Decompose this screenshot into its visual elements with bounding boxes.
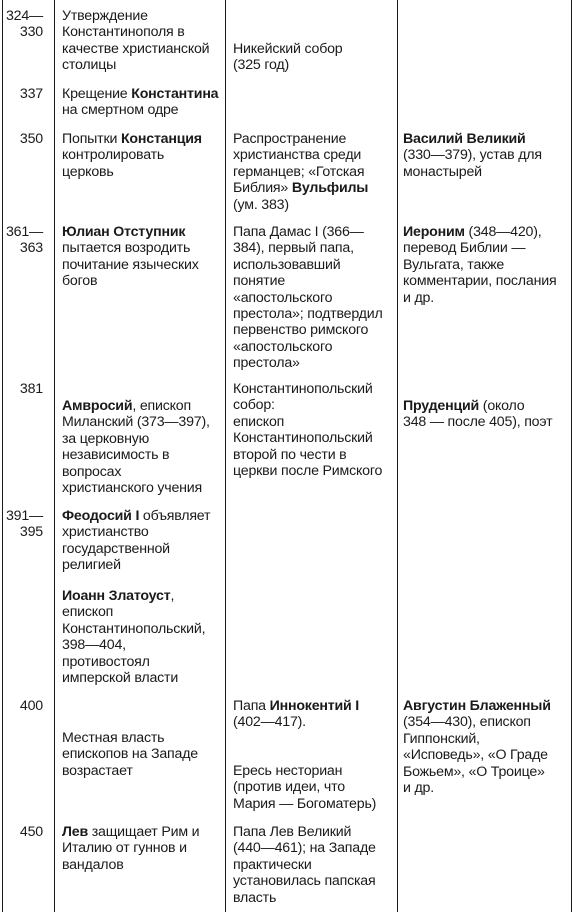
cell-line	[62, 164, 202, 180]
cell-line	[62, 604, 205, 620]
text-segment: Библия»	[233, 180, 292, 197]
text-segment: понятие	[233, 273, 286, 290]
bold-name: Василий Великий	[403, 131, 526, 147]
text-segment: Константинополя в	[62, 24, 185, 41]
cell-line	[403, 240, 556, 256]
cell-line	[3, 24, 43, 40]
cell-line	[62, 57, 209, 73]
cell-line	[403, 698, 551, 714]
row-event	[62, 398, 210, 496]
text-segment: (354—430), епископ	[403, 714, 531, 731]
bold-name: Иероним	[403, 224, 465, 240]
text-segment: независимость в	[62, 447, 170, 464]
cell-line	[233, 224, 383, 240]
cell-line	[233, 273, 383, 289]
row-culture	[403, 224, 556, 306]
cell-line	[233, 873, 376, 889]
cell-line	[233, 41, 343, 57]
cell-line	[62, 480, 210, 496]
row-church	[233, 824, 376, 906]
text-segment: ,	[170, 588, 175, 604]
row-year	[3, 508, 43, 541]
cell-line	[62, 8, 209, 24]
text-segment: и др.	[403, 780, 434, 797]
cell-line	[233, 714, 359, 730]
row-church	[233, 224, 383, 372]
cell-line	[233, 779, 376, 795]
cell-line	[233, 381, 382, 397]
bold-name: Лев	[62, 824, 88, 840]
bold-name: Константина	[131, 86, 219, 102]
row-event	[62, 8, 209, 74]
text-segment: 330	[19, 24, 43, 41]
cell-line	[403, 731, 551, 747]
cell-line	[233, 131, 368, 147]
row-year	[3, 131, 43, 147]
cell-line	[233, 290, 383, 306]
text-segment: «апостольского	[233, 338, 333, 355]
text-segment: почитание языческих	[62, 256, 199, 273]
text-segment: качестве христианской	[62, 40, 210, 57]
text-segment: Никейский собор	[233, 41, 343, 57]
cell-line	[403, 714, 551, 730]
row-church	[233, 131, 368, 213]
cell-line	[403, 414, 552, 430]
text-segment: церковь	[62, 163, 114, 180]
text-segment: 398—404,	[62, 637, 126, 654]
text-segment: (348—420),	[464, 224, 542, 240]
bold-name: Юлиан Отступник	[62, 224, 186, 240]
row-year	[3, 86, 43, 102]
cell-line	[403, 164, 542, 180]
text-segment: христианства среди	[233, 147, 362, 164]
cell-line	[62, 147, 202, 163]
cell-line	[233, 840, 376, 856]
text-segment: защищает Рим и	[87, 824, 200, 840]
cell-line	[403, 224, 556, 240]
cell-line	[62, 24, 209, 40]
text-segment: , епископ	[132, 398, 191, 414]
column-divider-1	[54, 0, 55, 912]
text-segment: (325 год)	[233, 57, 289, 74]
text-segment: 384), первый папа,	[233, 240, 354, 257]
text-segment: (против идеи, что	[233, 779, 345, 796]
row-event	[62, 131, 202, 180]
cell-line	[62, 464, 210, 480]
text-segment: (около	[479, 398, 525, 414]
cell-line	[62, 102, 218, 118]
text-segment: 395	[19, 524, 43, 541]
cell-line	[233, 824, 376, 840]
cell-line	[233, 430, 382, 446]
text-segment: «Исповедь», «О Граде	[403, 747, 548, 764]
bold-name: Амвросий	[62, 398, 133, 414]
text-segment: 324—	[5, 8, 43, 24]
text-segment: 381	[19, 381, 43, 397]
text-segment: практически	[233, 856, 312, 873]
cell-line	[62, 224, 199, 240]
bold-name: Констанция	[120, 131, 202, 147]
row-event	[62, 730, 198, 779]
text-segment: второй по чести в	[233, 446, 347, 463]
text-segment: на смертном одре	[62, 102, 179, 119]
text-segment: Распространение	[233, 131, 347, 147]
text-segment: государственной	[62, 540, 170, 557]
text-segment: власть	[233, 889, 277, 906]
cell-line	[233, 57, 343, 73]
text-segment: и др.	[403, 289, 434, 306]
bold-name: Иннокентий I	[269, 698, 360, 714]
text-segment: христианство	[62, 524, 149, 541]
row-culture	[403, 131, 542, 180]
text-segment: 363	[19, 240, 43, 257]
cell-line	[62, 824, 199, 840]
text-segment: за церковную	[62, 430, 150, 447]
text-segment: престола»	[233, 355, 300, 372]
text-segment: пытается возродить	[62, 240, 191, 257]
cell-line	[3, 86, 43, 102]
text-segment: Попытки	[62, 131, 121, 147]
text-segment: противостоял	[62, 653, 150, 670]
cell-line	[62, 746, 198, 762]
text-segment: Вульгата, также	[403, 256, 505, 273]
cell-line	[3, 8, 43, 24]
cell-line	[62, 670, 205, 686]
text-segment: возрастает	[62, 762, 133, 779]
text-segment: 361—	[5, 224, 43, 240]
text-segment: Местная власть	[62, 730, 165, 746]
cell-line	[233, 339, 383, 355]
text-segment: (330—379), устав для	[403, 147, 542, 164]
cell-line	[62, 86, 218, 102]
text-segment: Мария — Богоматерь)	[233, 795, 377, 812]
cell-line	[3, 224, 43, 240]
cell-line	[233, 240, 383, 256]
text-segment: «апостольского	[233, 289, 333, 306]
cell-line	[403, 747, 551, 763]
text-segment: 348 — после 405), поэт	[403, 414, 553, 431]
cell-line	[3, 824, 43, 840]
cell-line	[403, 257, 556, 273]
text-segment: Ересь несториан	[233, 763, 343, 779]
cell-line	[403, 131, 542, 147]
text-segment: собор:	[233, 397, 275, 414]
cell-line	[3, 240, 43, 256]
row-year	[3, 381, 43, 397]
text-segment: Божьем», «О Троице»	[403, 763, 545, 780]
cell-line	[233, 763, 376, 779]
text-segment: (ум. 383)	[233, 196, 289, 213]
row-event	[62, 824, 199, 873]
text-segment: комментарии, послания	[403, 273, 557, 290]
row-church	[233, 381, 382, 479]
cell-line	[233, 447, 382, 463]
cell-line	[233, 857, 376, 873]
cell-line	[403, 764, 551, 780]
bold-name: Пруденций	[403, 398, 480, 414]
text-segment: Утверждение	[62, 8, 148, 24]
row-event-secondary	[62, 588, 205, 686]
chronology-table	[2, 0, 572, 912]
text-segment: престола»; подтвердил	[233, 306, 383, 323]
text-segment: столицы	[62, 57, 117, 74]
cell-line	[3, 381, 43, 397]
bold-name: Вульфилы	[291, 180, 369, 197]
cell-line	[62, 431, 210, 447]
cell-line	[62, 240, 199, 256]
text-segment: вандалов	[62, 856, 124, 873]
bold-name: Августин Блаженный	[403, 698, 551, 714]
row-event	[62, 508, 210, 574]
text-segment: первенство римского	[233, 322, 369, 339]
cell-line	[3, 524, 43, 540]
row-year	[3, 698, 43, 714]
cell-line	[62, 621, 205, 637]
cell-line	[62, 398, 210, 414]
row-event	[62, 86, 218, 119]
text-segment: Гиппонский,	[403, 730, 480, 747]
cell-line	[233, 397, 382, 413]
row-event	[62, 224, 199, 290]
text-segment: епископов на Западе	[62, 746, 198, 763]
cell-line	[233, 463, 382, 479]
row-culture	[403, 698, 551, 796]
text-segment: имперской власти	[62, 670, 179, 687]
cell-line	[62, 637, 205, 653]
text-segment: 350	[19, 131, 43, 147]
cell-line	[62, 541, 210, 557]
cell-line	[62, 273, 199, 289]
cell-line	[62, 557, 210, 573]
cell-line	[233, 180, 368, 196]
text-segment: христианского учения	[62, 480, 203, 497]
column-divider-3	[397, 0, 398, 912]
text-segment: германцев; «Готская	[233, 163, 365, 180]
text-segment: 450	[19, 824, 43, 840]
cell-line	[3, 698, 43, 714]
cell-line	[403, 780, 551, 796]
cell-line	[403, 398, 552, 414]
cell-line	[233, 257, 383, 273]
text-segment: Константинопольский	[233, 381, 373, 397]
text-segment: установилась папская	[233, 873, 376, 890]
cell-line	[3, 131, 43, 147]
cell-line	[62, 131, 202, 147]
cell-line	[3, 508, 43, 524]
text-segment: Крещение	[62, 86, 132, 102]
text-segment: (440—461); на Западе	[233, 840, 376, 857]
cell-line	[233, 147, 368, 163]
cell-line	[62, 414, 210, 430]
cell-line	[403, 290, 556, 306]
text-segment: монастырей	[403, 163, 482, 180]
bold-name: Иоанн Златоуст	[62, 588, 171, 604]
cell-line	[233, 164, 368, 180]
text-segment: контролировать	[62, 147, 165, 164]
cell-line	[62, 857, 199, 873]
text-segment: 337	[19, 86, 43, 102]
text-segment: епископ	[233, 413, 285, 430]
text-segment: объявляет	[139, 508, 211, 524]
text-segment: епископ	[62, 604, 114, 621]
text-segment: использовавший	[233, 256, 341, 273]
cell-line	[62, 588, 205, 604]
row-culture	[403, 398, 552, 431]
cell-line	[62, 524, 210, 540]
text-segment: (402—417).	[233, 714, 306, 731]
cell-line	[62, 840, 199, 856]
text-segment: Константинопольский	[233, 430, 373, 447]
bold-name: Феодосий I	[62, 508, 140, 524]
text-segment: Папа	[233, 698, 270, 714]
cell-line	[233, 890, 376, 906]
cell-line	[233, 197, 368, 213]
text-segment: Папа Лев Великий	[233, 824, 352, 840]
cell-line	[62, 654, 205, 670]
text-segment: Константинопольский,	[62, 620, 206, 637]
cell-line	[403, 273, 556, 289]
text-segment: церкви после Римского	[233, 463, 383, 480]
text-segment: Миланский (373—397),	[62, 414, 210, 431]
row-church	[233, 698, 359, 731]
row-church-secondary	[233, 763, 376, 812]
cell-line	[403, 147, 542, 163]
row-year	[3, 224, 43, 257]
cell-line	[62, 257, 199, 273]
cell-line	[233, 322, 383, 338]
column-divider-2	[225, 0, 226, 912]
text-segment: Италию от гуннов и	[62, 840, 187, 857]
cell-line	[62, 447, 210, 463]
text-segment: религией	[62, 557, 121, 574]
cell-line	[233, 796, 376, 812]
cell-line	[62, 763, 198, 779]
row-church	[233, 41, 343, 74]
cell-line	[233, 355, 383, 371]
cell-line	[233, 306, 383, 322]
row-year	[3, 8, 43, 41]
text-segment: Папа Дамас I (366—	[233, 224, 364, 240]
cell-line	[62, 730, 198, 746]
cell-line	[233, 414, 382, 430]
text-segment: богов	[62, 273, 98, 290]
text-segment: перевод Библии —	[403, 240, 526, 257]
cell-line	[62, 41, 209, 57]
cell-line	[233, 698, 359, 714]
cell-line	[62, 508, 210, 524]
row-year	[3, 824, 43, 840]
text-segment: вопросах	[62, 463, 122, 480]
text-segment: 400	[19, 698, 43, 714]
text-segment: 391—	[5, 508, 43, 524]
